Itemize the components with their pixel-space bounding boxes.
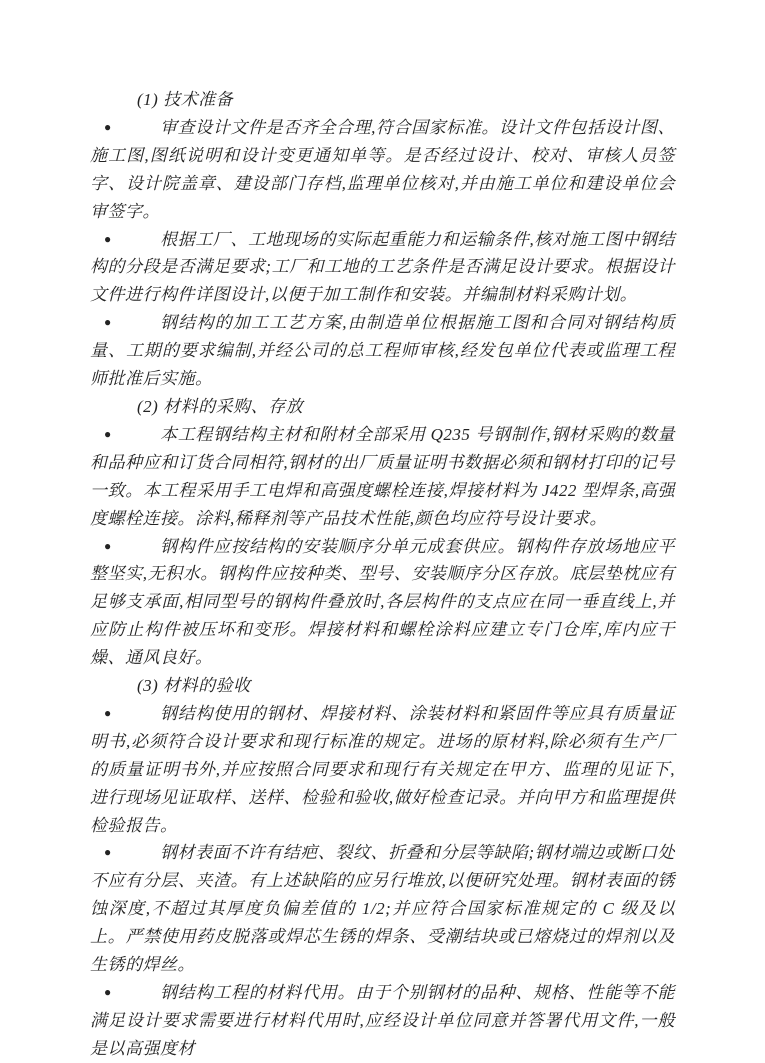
section-heading: (3) 材料的验收 (137, 676, 251, 696)
bullet-paragraph (90, 226, 675, 310)
bullet-text: 审查设计文件是否齐全合理,符合国家标准。设计文件包括设计图、施工图,图纸说明和设计变更通知单等。是否经过设计、校对、审核人员签字、设计院盖章、建设部门存档,监理单位核对,并由施工单位和建设单位会审签字。 (90, 117, 675, 221)
bullet-icon: ● (104, 845, 112, 860)
bullet-paragraph (90, 114, 675, 226)
bullet-icon: ● (104, 538, 112, 553)
bullet-text: 本工程钢结构主材和附材全部采用 Q235 号钢制作,钢材采购的数量和品种应和订货合同相符,钢材的出厂质量证明书数据必须和钢材打印的记号一致。本工程采用手工电焊和高强度螺栓连接,焊接材料为 J422 型焊条,高强度螺栓连接。涂料,稀释剂等产品技术性能,颜色均应符号设计要求。 (90, 424, 675, 528)
bullet-text: 根据工厂、工地现场的实际起重能力和运输条件,核对施工图中钢结构的分段是否满足要求;工厂和工地的工艺条件是否满足设计要求。根据设计文件进行构件详图设计,以便于加工制作和安装。并编制材料采购计划。 (90, 229, 675, 305)
bullet-icon: ● (104, 705, 112, 720)
bullet-text: 钢结构工程的材料代用。由于个别钢材的品种、规格、性能等不能满足设计要求需要进行材料代用时,应经设计单位同意并答署代用文件,一般是以高强度材 (90, 983, 675, 1058)
bullet-paragraph (90, 421, 675, 533)
document-body (90, 86, 675, 1063)
section-heading: (1) 技术准备 (137, 90, 234, 109)
bullet-icon: ● (104, 426, 112, 441)
bullet-paragraph (90, 533, 675, 673)
bullet-paragraph (90, 979, 675, 1063)
bullet-text: 钢结构的加工工艺方案,由制造单位根据施工图和合同对钢结构质量、工期的要求编制,并经公司的总工程师审核,经发包单位代表或监理工程师批准后实施。 (90, 313, 675, 389)
bullet-paragraph (90, 839, 675, 979)
bullet-icon: ● (104, 119, 112, 134)
bullet-paragraph (90, 700, 675, 840)
bullet-icon: ● (104, 985, 112, 999)
bullet-text: 钢结构使用的钢材、焊接材料、涂装材料和紧固件等应具有质量证明书,必须符合设计要求和现行标准的规定。进场的原材料,除必须有生产厂的质量证明书外,并应按照合同要求和现行有关规定在甲方、监理的见证下,进行现场见证取样、送样、检验和验收,做好检查记录。并向甲方和监理提供检验报告。 (90, 703, 675, 835)
bullet-icon: ● (104, 315, 112, 330)
bullet-text: 钢构件应按结构的安装顺序分单元成套供应。钢构件存放场地应平整坚实,无积水。钢构件应按种类、型号、安装顺序分区存放。底层垫枕应有足够支承面,相同型号的钢构件叠放时,各层构件的支点应在同一垂直线上,并应防止构件被压坏和变形。焊接材料和螺栓涂料应建立专门仓库,库内应干燥、通风良好。 (90, 536, 675, 668)
bullet-paragraph (90, 309, 675, 393)
bullet-icon: ● (104, 231, 112, 246)
section-heading: (2) 材料的采购、存放 (137, 396, 304, 416)
bullet-text: 钢材表面不许有结疤、裂纹、折叠和分层等缺陷;钢材端边或断口处不应有分层、夹渣。有上述缺陷的应另行堆放,以便研究处理。钢材表面的锈蚀深度,不超过其厚度负偏差值的 1/2;并应符合国家标准规定的 C 级及以上。严禁使用药皮脱落或焊芯生锈的焊条、受潮结块或已熔烧过的焊剂以及生锈的焊丝。 (90, 843, 675, 975)
